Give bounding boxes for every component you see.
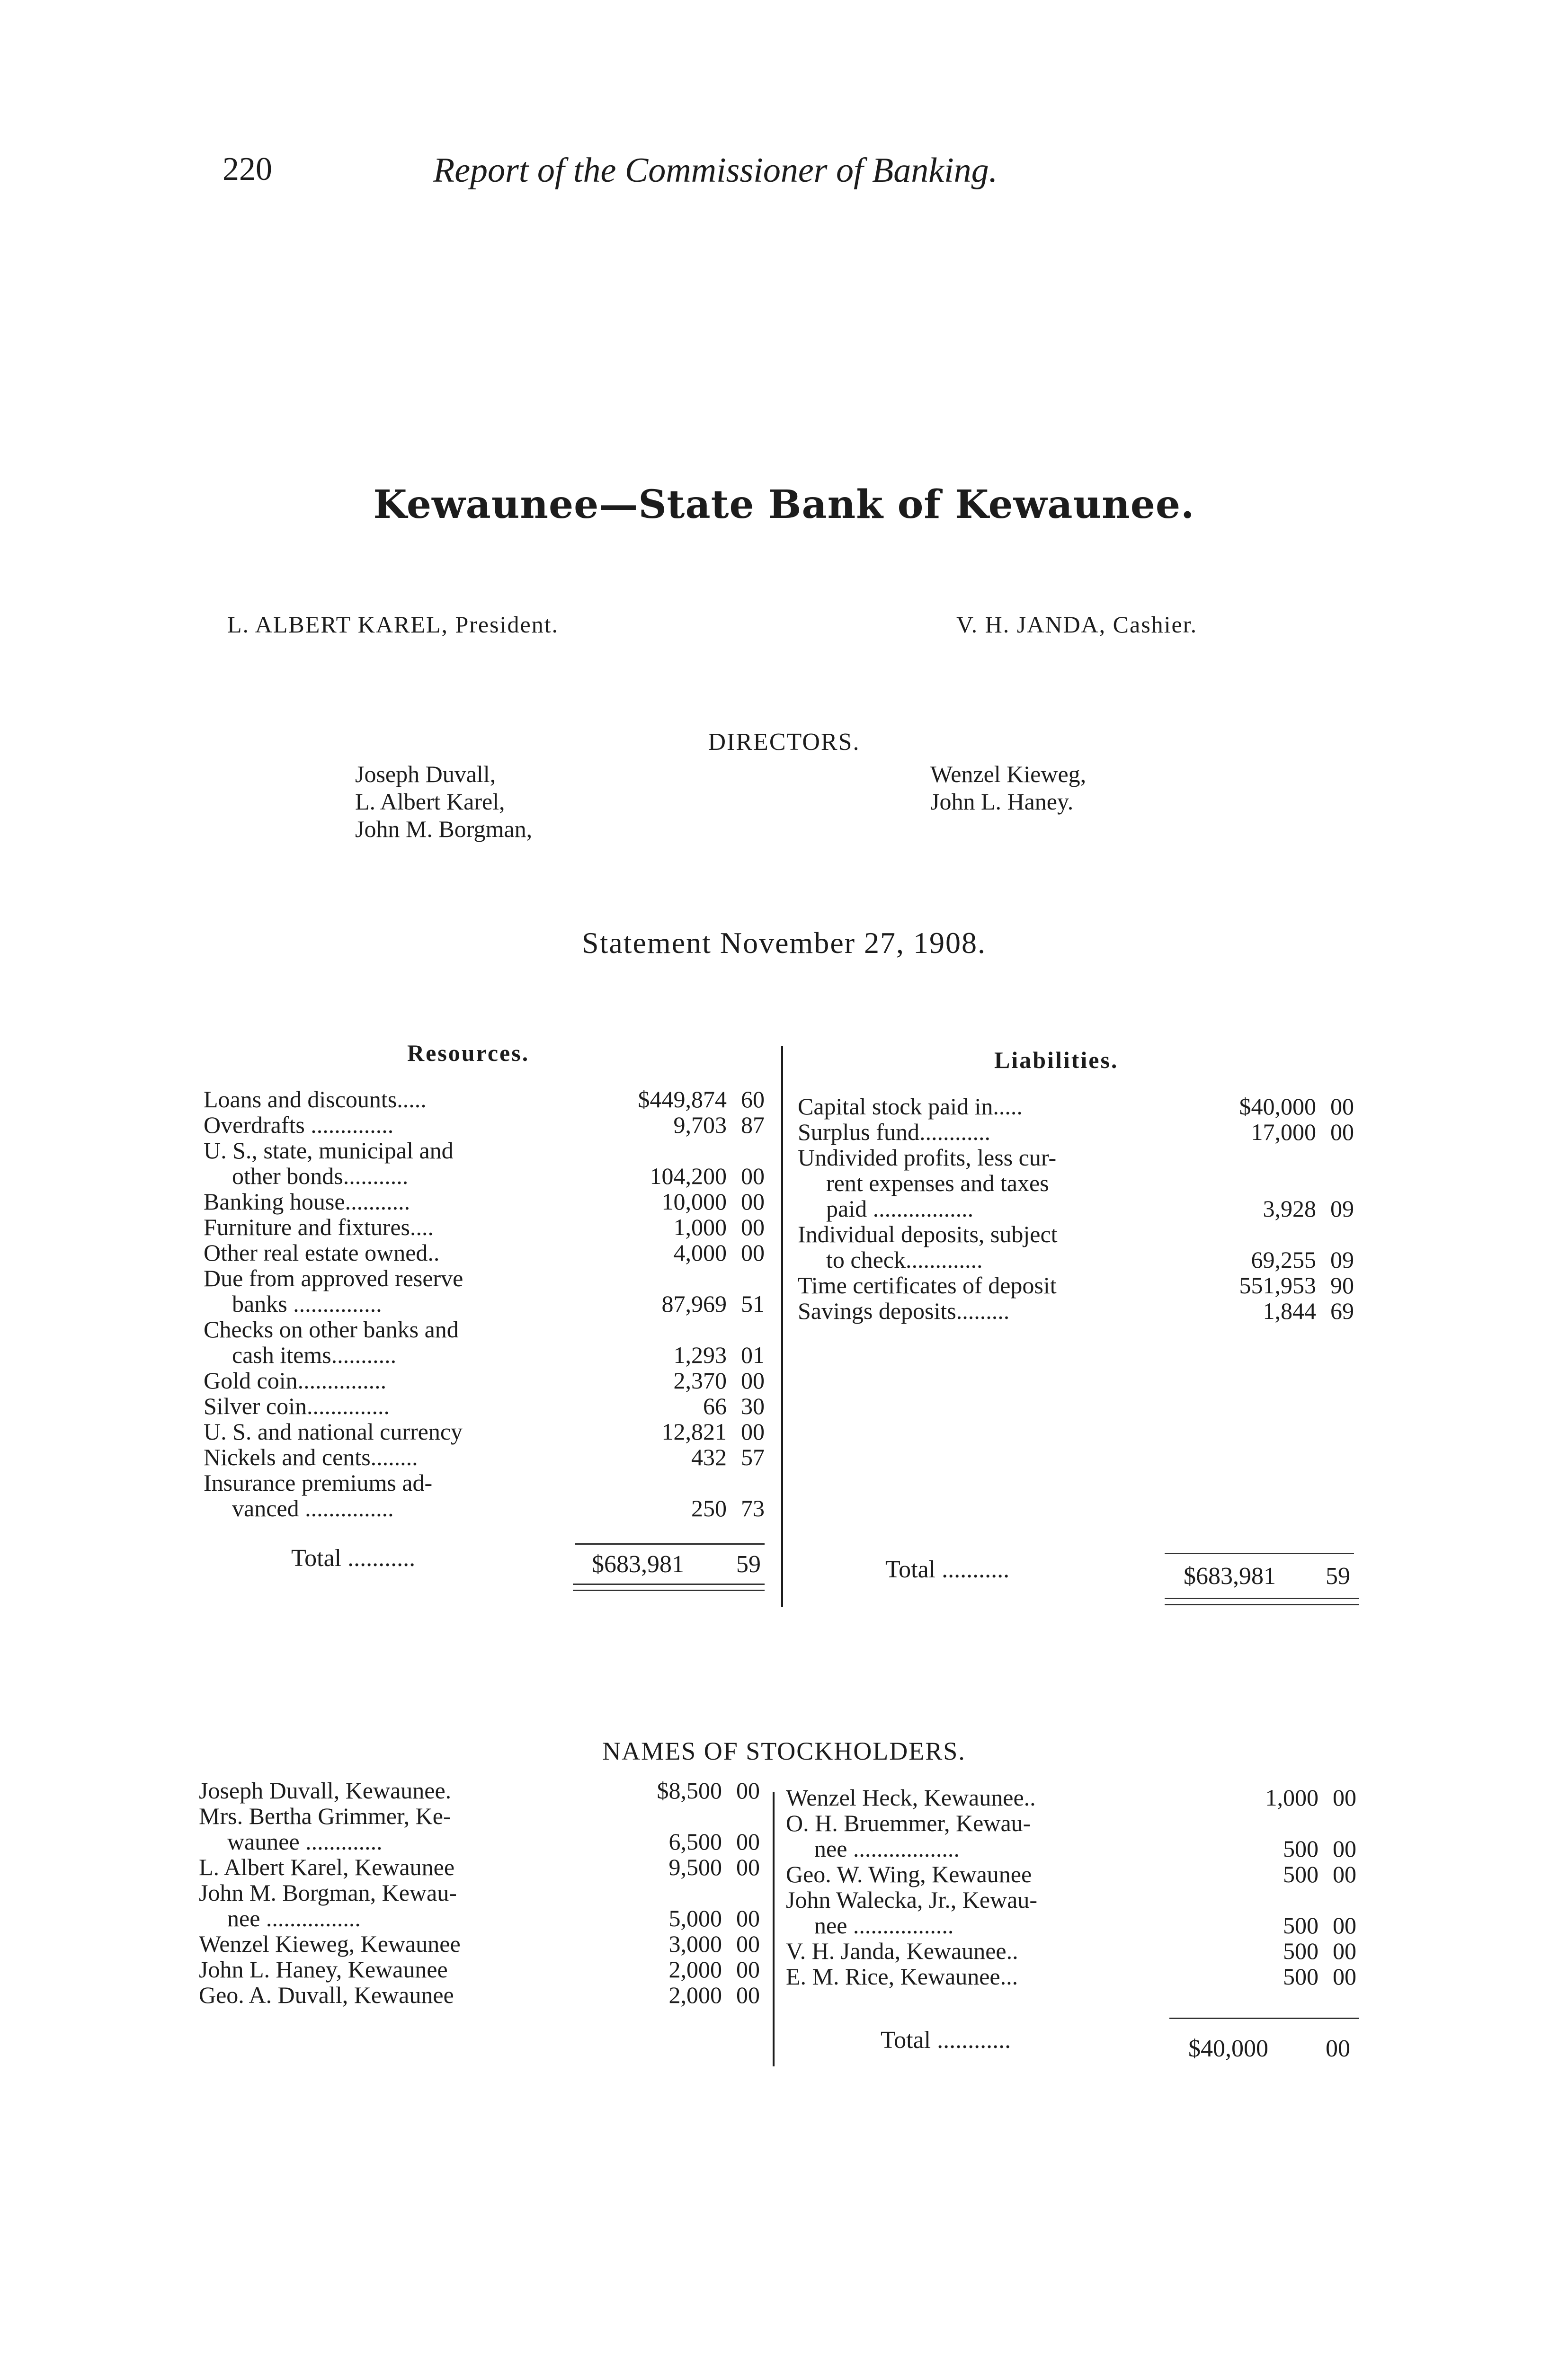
row-cents: 00	[741, 1188, 765, 1215]
row-label: Overdrafts ..............	[204, 1112, 394, 1138]
column-divider	[781, 1046, 783, 1607]
page-number: 220	[223, 151, 272, 187]
ledger-row	[798, 1221, 1354, 1247]
ledger-row	[786, 1887, 1356, 1913]
row-cents: 00	[1333, 1784, 1356, 1811]
row-amount: 66	[703, 1393, 727, 1419]
resources-heading: Resources.	[407, 1040, 530, 1066]
row-amount	[1198, 1221, 1316, 1247]
ledger-row	[199, 1803, 760, 1829]
row-label: L. Albert Karel, Kewaunee	[199, 1854, 455, 1880]
row-label: Insurance premiums ad-	[204, 1469, 433, 1496]
row-label: paid .................	[826, 1195, 974, 1222]
row-label: Undivided profits, less cur-	[798, 1144, 1057, 1171]
row-amount: 1,000	[673, 1214, 727, 1240]
row-amount: 1,293	[673, 1342, 727, 1368]
row-amount	[593, 1470, 727, 1495]
row-label: Due from approved reserve	[204, 1265, 463, 1291]
director-name: Joseph Duvall,	[355, 761, 496, 787]
liabilities-double-rule	[1165, 1598, 1359, 1605]
row-amount: 3,000	[668, 1931, 722, 1957]
ledger-row	[204, 1240, 765, 1265]
ledger-row	[199, 1854, 760, 1880]
ledger-row	[798, 1170, 1354, 1196]
row-cents: 00	[736, 1777, 760, 1804]
row-amount: $449,874	[638, 1086, 727, 1112]
row-label: Wenzel Heck, Kewaunee..	[786, 1784, 1036, 1811]
row-amount: 500	[1283, 1861, 1319, 1887]
row-cents	[727, 1138, 765, 1163]
row-amount: 3,928	[1263, 1195, 1316, 1222]
president: L. ALBERT KAREL, President.	[227, 611, 559, 638]
row-label: Other real estate owned..	[204, 1239, 440, 1266]
row-amount	[593, 1317, 727, 1342]
row-label: Individual deposits, subject	[798, 1221, 1058, 1247]
resources-total-amount: $683,981	[592, 1551, 684, 1578]
ledger-row	[199, 1778, 760, 1803]
row-cents	[1316, 1145, 1354, 1170]
stockholders-sum-rule	[1169, 2018, 1359, 2019]
ledger-row	[786, 1964, 1356, 1989]
cashier: V. H. JANDA, Cashier.	[956, 611, 1198, 638]
row-cents: 69	[1330, 1298, 1354, 1324]
row-label: John Walecka, Jr., Kewau-	[786, 1886, 1038, 1913]
row-cents: 00	[1333, 1938, 1356, 1964]
row-label: Nickels and cents........	[204, 1444, 418, 1470]
row-label: Checks on other banks and	[204, 1316, 459, 1343]
ledger-row	[204, 1163, 765, 1189]
ledger-row	[204, 1086, 765, 1112]
row-amount: 104,200	[650, 1163, 727, 1189]
row-label: Joseph Duvall, Kewaunee.	[199, 1777, 452, 1804]
director-name: John L. Haney.	[930, 788, 1074, 815]
row-label: Mrs. Bertha Grimmer, Ke-	[199, 1803, 451, 1829]
row-label: rent expenses and taxes	[826, 1170, 1049, 1196]
row-cents: 00	[1333, 1861, 1356, 1887]
row-cents: 00	[1333, 1912, 1356, 1939]
row-cents: 00	[741, 1214, 765, 1240]
row-cents	[1316, 1170, 1354, 1196]
directors-left	[355, 760, 532, 843]
ledger-row	[204, 1265, 765, 1291]
director-name: John M. Borgman,	[355, 816, 533, 842]
resources-sum-rule	[575, 1543, 765, 1545]
row-label: to check.............	[826, 1246, 983, 1273]
row-amount: 2,000	[668, 1982, 722, 2008]
row-label: Silver coin..............	[204, 1393, 390, 1419]
row-cents	[727, 1265, 765, 1291]
ledger-row	[798, 1119, 1354, 1145]
ledger-row	[199, 1905, 760, 1931]
ledger-row	[786, 1861, 1356, 1887]
row-cents	[727, 1470, 765, 1495]
row-cents: 60	[741, 1086, 765, 1112]
liabilities-total-label: Total ...........	[885, 1556, 1010, 1583]
ledger-row	[786, 1810, 1356, 1836]
row-amount: 17,000	[1251, 1119, 1316, 1145]
row-cents: 51	[741, 1290, 765, 1317]
resources-table	[204, 1086, 765, 1521]
ledger-row	[204, 1112, 765, 1138]
ledger-row	[798, 1094, 1354, 1119]
ledger-row	[798, 1196, 1354, 1221]
ledger-row	[199, 1880, 760, 1905]
ledger-row	[199, 1982, 760, 2008]
liabilities-total-cents: 59	[1326, 1563, 1350, 1590]
row-cents: 00	[736, 1931, 760, 1957]
row-cents: 09	[1330, 1246, 1354, 1273]
row-label: Geo. A. Duvall, Kewaunee	[199, 1982, 454, 2008]
row-label: nee .................	[814, 1912, 954, 1939]
ledger-row	[798, 1145, 1354, 1170]
liabilities-heading: Liabilities.	[994, 1047, 1119, 1073]
row-label: banks ...............	[232, 1290, 382, 1317]
row-amount: 500	[1283, 1963, 1319, 1990]
row-label: U. S., state, municipal and	[204, 1137, 454, 1164]
directors-heading: DIRECTORS.	[708, 729, 860, 756]
row-label: waunee .............	[227, 1828, 383, 1855]
liabilities-total-amount: $683,981	[1184, 1563, 1276, 1590]
row-amount: 4,000	[673, 1239, 727, 1266]
ledger-row	[786, 1938, 1356, 1964]
row-label: cash items...........	[232, 1342, 397, 1368]
row-label: U. S. and national currency	[204, 1418, 463, 1445]
row-amount	[618, 1803, 722, 1829]
resources-total-cents: 59	[736, 1551, 761, 1578]
row-cents: 87	[741, 1112, 765, 1138]
liabilities-table	[798, 1094, 1354, 1324]
resources-double-rule	[573, 1584, 765, 1591]
row-amount	[593, 1265, 727, 1291]
row-cents: 57	[741, 1444, 765, 1470]
row-cents: 73	[741, 1495, 765, 1522]
row-cents	[1319, 1810, 1356, 1836]
ledger-row	[798, 1247, 1354, 1272]
ledger-row	[786, 1836, 1356, 1861]
row-cents	[722, 1803, 760, 1829]
row-cents: 01	[741, 1342, 765, 1368]
stockholders-total-label: Total ............	[881, 2027, 1011, 2054]
ledger-row	[204, 1291, 765, 1317]
stockholders-divider	[773, 1792, 775, 2066]
bank-title: Kewaunee—State Bank of Kewaunee.	[373, 482, 1195, 527]
row-amount	[1225, 1810, 1319, 1836]
row-amount	[1225, 1887, 1319, 1913]
row-cents: 00	[741, 1239, 765, 1266]
directors-right	[930, 760, 1086, 815]
row-label: O. H. Bruemmer, Kewau-	[786, 1810, 1031, 1836]
ledger-row	[786, 1913, 1356, 1938]
row-label: vanced ...............	[232, 1495, 394, 1522]
stockholders-heading: NAMES OF STOCKHOLDERS.	[602, 1737, 966, 1765]
row-cents: 00	[741, 1418, 765, 1445]
row-cents: 00	[736, 1854, 760, 1880]
running-title: Report of the Commissioner of Banking.	[433, 151, 998, 190]
row-cents: 30	[741, 1393, 765, 1419]
row-amount: 5,000	[668, 1905, 722, 1931]
resources-total-label: Total ...........	[291, 1545, 416, 1572]
row-label: E. M. Rice, Kewaunee...	[786, 1963, 1018, 1990]
row-label: Savings deposits.........	[798, 1298, 1010, 1324]
ledger-row	[798, 1298, 1354, 1324]
row-amount	[1198, 1170, 1316, 1196]
row-cents: 00	[741, 1367, 765, 1394]
row-cents	[722, 1880, 760, 1905]
row-amount: 500	[1283, 1912, 1319, 1939]
row-amount: 500	[1283, 1835, 1319, 1862]
ledger-row	[199, 1829, 760, 1854]
row-cents: 09	[1330, 1195, 1354, 1222]
director-name: L. Albert Karel,	[355, 788, 505, 815]
ledger-row	[204, 1368, 765, 1393]
row-cents	[1319, 1887, 1356, 1913]
ledger-row	[204, 1189, 765, 1214]
row-label: Gold coin...............	[204, 1367, 387, 1394]
row-cents: 00	[736, 1982, 760, 2008]
stockholders-total-amount: $40,000	[1188, 2035, 1268, 2062]
row-label: nee ................	[227, 1905, 361, 1931]
statement-title: Statement November 27, 1908.	[581, 926, 987, 960]
ledger-row	[204, 1495, 765, 1521]
ledger-row	[199, 1931, 760, 1957]
ledger-row	[786, 1785, 1356, 1810]
row-amount: 551,953	[1239, 1272, 1316, 1299]
ledger-row	[204, 1393, 765, 1419]
row-amount: $8,500	[657, 1777, 722, 1804]
row-cents: 00	[736, 1828, 760, 1855]
row-label: other bonds...........	[232, 1163, 409, 1189]
row-label: Banking house...........	[204, 1188, 410, 1215]
row-amount: 69,255	[1251, 1246, 1316, 1273]
row-amount: 87,969	[661, 1290, 727, 1317]
row-label: John L. Haney, Kewaunee	[199, 1956, 448, 1983]
row-cents: 90	[1330, 1272, 1354, 1299]
stockholders-total-cents: 00	[1326, 2035, 1350, 2062]
row-amount	[618, 1880, 722, 1905]
row-cents: 00	[736, 1956, 760, 1983]
row-amount: 12,821	[661, 1418, 727, 1445]
row-cents: 00	[736, 1905, 760, 1931]
row-cents: 00	[1333, 1963, 1356, 1990]
row-label: Wenzel Kieweg, Kewaunee	[199, 1931, 461, 1957]
ledger-row	[204, 1470, 765, 1495]
row-label: Loans and discounts.....	[204, 1086, 427, 1112]
row-label: Capital stock paid in.....	[798, 1093, 1023, 1120]
ledger-row	[204, 1214, 765, 1240]
row-cents: 00	[1330, 1119, 1354, 1145]
ledger-row	[204, 1317, 765, 1342]
row-amount: 500	[1283, 1938, 1319, 1964]
row-label: Geo. W. Wing, Kewaunee	[786, 1861, 1032, 1887]
stockholders-left-table	[199, 1778, 760, 2008]
row-label: V. H. Janda, Kewaunee..	[786, 1938, 1018, 1964]
row-label: Time certificates of deposit	[798, 1272, 1057, 1299]
row-amount: 1,000	[1265, 1784, 1319, 1811]
row-amount: 9,703	[673, 1112, 727, 1138]
row-amount: 432	[691, 1444, 727, 1470]
stockholders-right-table	[786, 1785, 1356, 1989]
row-amount: 2,370	[673, 1367, 727, 1394]
row-cents: 00	[1330, 1093, 1354, 1120]
ledger-row	[204, 1138, 765, 1163]
row-amount	[593, 1138, 727, 1163]
liabilities-sum-rule	[1165, 1553, 1354, 1554]
director-name: Wenzel Kieweg,	[930, 761, 1087, 787]
ledger-row	[204, 1419, 765, 1444]
row-cents	[727, 1317, 765, 1342]
row-cents: 00	[1333, 1835, 1356, 1862]
row-amount	[1198, 1145, 1316, 1170]
row-label: John M. Borgman, Kewau-	[199, 1879, 457, 1906]
row-cents	[1316, 1221, 1354, 1247]
row-cents: 00	[741, 1163, 765, 1189]
ledger-row	[204, 1444, 765, 1470]
row-amount: 1,844	[1263, 1298, 1316, 1324]
ledger-row	[798, 1272, 1354, 1298]
row-amount: 2,000	[668, 1956, 722, 1983]
row-amount: 6,500	[668, 1828, 722, 1855]
row-amount: 10,000	[661, 1188, 727, 1215]
row-label: nee ..................	[814, 1835, 960, 1862]
row-label: Surplus fund............	[798, 1119, 990, 1145]
row-amount: $40,000	[1239, 1093, 1316, 1120]
ledger-row	[204, 1342, 765, 1368]
row-amount: 250	[691, 1495, 727, 1522]
row-amount: 9,500	[668, 1854, 722, 1880]
ledger-row	[199, 1957, 760, 1982]
row-label: Furniture and fixtures....	[204, 1214, 434, 1240]
